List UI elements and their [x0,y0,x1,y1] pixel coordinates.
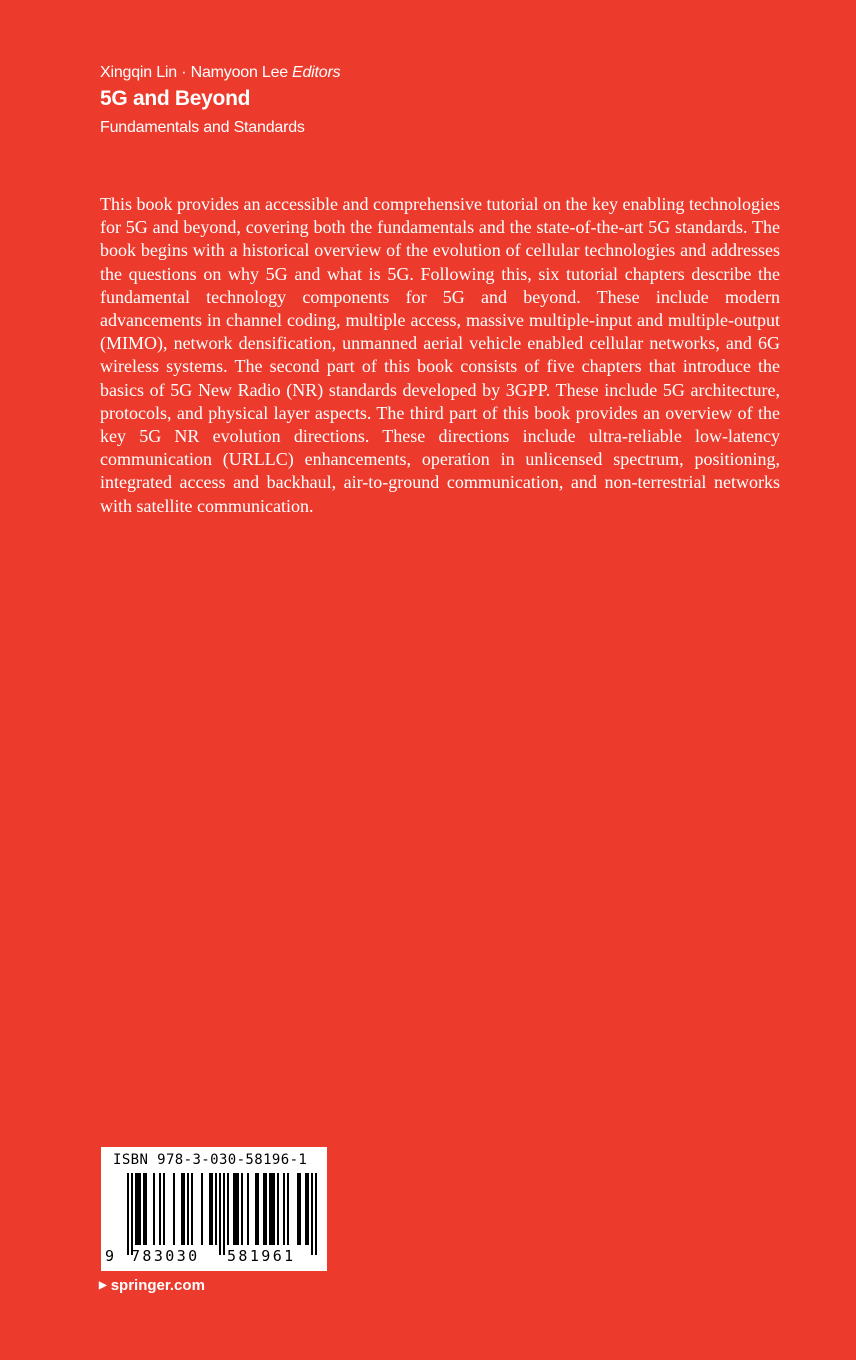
editors-role: Editors [292,64,341,81]
barcode-bar [201,1173,203,1245]
barcode-bar [283,1173,285,1245]
barcode-bar [215,1173,217,1245]
barcode-bar [223,1173,225,1255]
barcode-bar [209,1173,211,1245]
barcode-bar [269,1173,271,1245]
barcode-bar [287,1173,289,1245]
barcode-bar [299,1173,301,1245]
barcode-bar [247,1173,249,1245]
authors-line [100,63,700,83]
barcode-bar [271,1173,273,1245]
barcode-bar [191,1173,193,1245]
barcode-bar [237,1173,239,1245]
ean-right-group: 581961 [227,1247,296,1265]
barcode-bar [307,1173,309,1245]
barcode-bar [273,1173,275,1245]
barcode-bar [227,1173,229,1245]
isbn-barcode [101,1147,327,1271]
ean-left-group: 783030 [131,1247,200,1265]
barcode-bar [173,1173,175,1245]
barcode-bar [181,1173,183,1245]
barcode-bar [143,1173,145,1245]
barcode-bar [183,1173,185,1245]
barcode-bar [265,1173,267,1245]
barcode-bar [255,1173,257,1245]
barcode-bar [159,1173,161,1245]
barcode-bar [311,1173,313,1255]
ean-first-digit: 9 [105,1247,115,1265]
barcode-bar [163,1173,165,1245]
barcode-bar [233,1173,235,1245]
cover-header [100,63,700,138]
barcode-bar [219,1173,221,1255]
book-description: This book provides an accessible and comprehensive tutorial on the key enabling technologies for 5G and beyond, covering both the fundamentals and the state-of-the-art 5G standards. The book begins with a historical overview of the evolution of cellular technologies and addresses the questions on why 5G and what is 5G. Following this, six tutorial chapters describe the fundamental technology components for 5G and beyond. These include modern advancements in channel coding, multiple access, massive multiple-input and multiple-output (MIMO), network densification, unmanned aerial vehicle enabled cellular networks, and 6G wireless systems. The second part of this book consists of five chapters that introduce the basics of 5G New Radio (NR) standards developed by 3GPP. These include 5G architecture, protocols, and physical layer aspects. The third part of this book provides an overview of the key 5G NR evolution directions. These directions include ultra-reliable low-latency communication (URLLC) enhancements, operation in unlicensed spectrum, positioning, integrated access and backhaul, air-to-ground communication, and non-terrestrial networks with satellite communication. [100,194,780,516]
barcode-bar [135,1173,137,1245]
book-title: 5G and Beyond [100,87,251,110]
barcode-bar [127,1173,129,1255]
authors: Xingqin Lin · Namyoon Lee [100,64,289,81]
barcode-bar [187,1173,189,1245]
publisher-link[interactable] [99,1276,205,1296]
barcode-bar [305,1173,307,1245]
barcode-bar [235,1173,237,1245]
barcode-bar [139,1173,141,1245]
isbn-label: ISBN 978-3-030-58196-1 [113,1152,308,1168]
barcode-bar [257,1173,259,1245]
barcode-bar [211,1173,213,1245]
barcode-bar [131,1173,133,1255]
barcode-bar [315,1173,317,1255]
barcode-bar [137,1173,139,1245]
barcode-bar [241,1173,243,1245]
triangle-right-icon: ▶ [99,1280,107,1291]
barcode-bar [145,1173,147,1245]
book-subtitle: Fundamentals and Standards [100,119,305,136]
publisher-url: springer.com [110,1277,205,1294]
barcode-bar [277,1173,279,1245]
barcode-bar [297,1173,299,1245]
barcode-bar [153,1173,155,1245]
barcode-bar [263,1173,265,1245]
